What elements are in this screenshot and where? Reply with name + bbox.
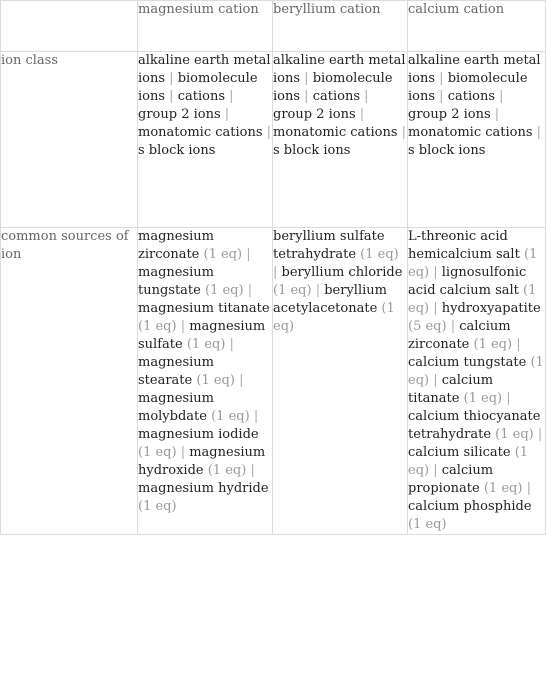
column-header-beryllium: beryllium cation: [273, 1, 408, 52]
separator: |: [536, 125, 542, 140]
list-item-name: biomolecule ions: [408, 71, 528, 104]
separator: |: [433, 265, 438, 280]
list-item-quantity: (1 eq): [408, 517, 447, 532]
separator: |: [180, 319, 186, 334]
ion-class-magnesium: [138, 52, 273, 228]
row-common-sources: [1, 228, 546, 535]
separator: |: [506, 391, 511, 406]
separator: |: [537, 427, 543, 442]
list-item-name: calcium silicate: [408, 445, 511, 460]
list-item-quantity: (1 eq): [273, 283, 312, 298]
separator: |: [180, 445, 186, 460]
list-item-name: monatomic cations: [138, 125, 263, 140]
list-item-name: magnesium hydroxide: [138, 445, 266, 478]
list-item-quantity: (5 eq): [408, 319, 447, 334]
list-item-name: L-threonic acid hemicalcium salt: [408, 229, 520, 262]
list-item-name: alkaline earth metal ions: [408, 53, 541, 86]
list-item-name: group 2 ions: [408, 107, 491, 122]
list-item-quantity: (1 eq): [360, 247, 399, 262]
separator: |: [494, 107, 500, 122]
list-item-quantity: (1 eq): [273, 301, 395, 334]
ion-class-calcium: [408, 52, 546, 228]
separator: |: [229, 89, 234, 104]
separator: |: [433, 301, 438, 316]
list-item-name: s block ions: [138, 143, 216, 158]
list-item-name: magnesium hydride: [138, 481, 269, 496]
list-item-quantity: (1 eq): [207, 463, 247, 478]
separator: |: [359, 107, 365, 122]
separator: |: [450, 319, 456, 334]
list-item-quantity: (1 eq): [473, 337, 513, 352]
list-item-name: cations: [312, 89, 360, 104]
list-item-name: magnesium zirconate: [138, 229, 214, 262]
header-row: [1, 1, 546, 52]
list-item-quantity: (1 eq): [408, 247, 538, 280]
separator: |: [273, 265, 278, 280]
list-item-quantity: (1 eq): [211, 409, 250, 424]
separator: |: [250, 463, 255, 478]
list-item-name: alkaline earth metal ions: [273, 53, 406, 86]
separator: |: [246, 247, 251, 262]
list-item-name: monatomic cations: [273, 125, 398, 140]
separator: |: [239, 373, 244, 388]
list-item-quantity: (1 eq): [138, 319, 177, 334]
list-item-quantity: (1 eq): [408, 283, 537, 316]
list-item-quantity: (1 eq): [483, 481, 523, 496]
separator: |: [433, 463, 438, 478]
separator: |: [304, 71, 309, 86]
list-item-name: beryllium sulfate tetrahydrate: [273, 229, 385, 262]
list-item-name: cations: [177, 89, 225, 104]
corner-cell: [1, 1, 138, 52]
list-item-quantity: (1 eq): [203, 247, 243, 262]
list-item-name: cations: [447, 89, 495, 104]
separator: |: [169, 71, 174, 86]
separator: |: [169, 89, 174, 104]
list-item-name: magnesium molybdate: [138, 391, 214, 424]
separator: |: [364, 89, 369, 104]
list-item-name: magnesium sulfate: [138, 319, 266, 352]
list-item-quantity: (1 eq): [408, 355, 544, 388]
separator: |: [266, 125, 272, 140]
list-item-name: magnesium titanate: [138, 301, 270, 316]
list-item-name: biomolecule ions: [273, 71, 393, 104]
list-item-name: monatomic cations: [408, 125, 533, 140]
list-item-name: s block ions: [273, 143, 351, 158]
list-item-name: hydroxyapatite: [441, 301, 541, 316]
list-item-name: s block ions: [408, 143, 486, 158]
sources-magnesium: [138, 228, 273, 535]
list-item-name: group 2 ions: [138, 107, 221, 122]
column-header-magnesium: magnesium cation: [138, 1, 273, 52]
list-item-name: biomolecule ions: [138, 71, 258, 104]
separator: |: [224, 107, 230, 122]
row-header-ion-class: ion class: [1, 52, 138, 228]
row-ion-class: [1, 52, 546, 228]
list-item-quantity: (1 eq): [495, 427, 534, 442]
sources-calcium: [408, 228, 546, 535]
list-item-quantity: (1 eq): [138, 445, 177, 460]
list-item-quantity: (1 eq): [196, 373, 235, 388]
separator: |: [439, 89, 444, 104]
list-item-quantity: (1 eq): [205, 283, 244, 298]
row-header-common-sources: common sources of ion: [1, 228, 138, 535]
separator: |: [253, 409, 259, 424]
list-item-quantity: (1 eq): [186, 337, 226, 352]
separator: |: [439, 71, 444, 86]
list-item-name: lignosulfonic acid calcium salt: [408, 265, 527, 298]
separator: |: [499, 89, 504, 104]
list-item-quantity: (1 eq): [463, 391, 503, 406]
separator: |: [247, 283, 253, 298]
column-header-calcium: calcium cation: [408, 1, 546, 52]
list-item-name: group 2 ions: [273, 107, 356, 122]
list-item-name: magnesium iodide: [138, 427, 259, 442]
separator: |: [315, 283, 321, 298]
list-item-name: magnesium tungstate: [138, 265, 214, 298]
separator: |: [304, 89, 309, 104]
separator: |: [229, 337, 234, 352]
separator: |: [433, 373, 438, 388]
sources-beryllium: [273, 228, 408, 535]
list-item-name: calcium titanate: [408, 373, 494, 406]
list-item-name: calcium phosphide: [408, 499, 532, 514]
list-item-name: alkaline earth metal ions: [138, 53, 271, 86]
separator: |: [401, 125, 407, 140]
separator: |: [526, 481, 531, 496]
list-item-name: beryllium acetylacetonate: [273, 283, 387, 316]
ion-class-beryllium: [273, 52, 408, 228]
list-item-name: calcium thiocyanate tetrahydrate: [408, 409, 541, 442]
list-item-name: calcium tungstate: [408, 355, 527, 370]
list-item-name: calcium propionate: [408, 463, 494, 496]
list-item-quantity: (1 eq): [408, 445, 529, 478]
list-item-name: magnesium stearate: [138, 355, 214, 388]
separator: |: [516, 337, 521, 352]
list-item-name: calcium zirconate: [408, 319, 511, 352]
list-item-name: beryllium chloride: [281, 265, 403, 280]
list-item-quantity: (1 eq): [138, 499, 177, 514]
